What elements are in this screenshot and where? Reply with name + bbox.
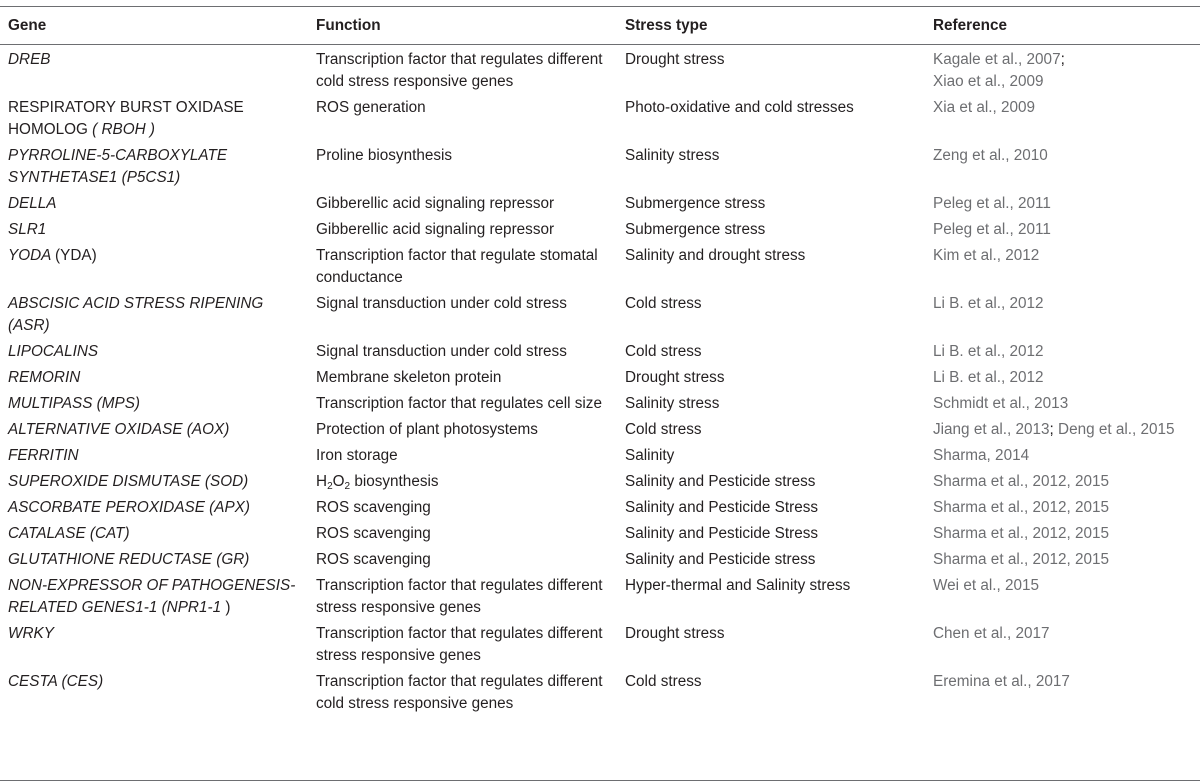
function-text-part: 2 [327,481,333,492]
table-row [0,340,1200,366]
cell-function: Transcription factor that regulates different stress responsive genes [316,577,603,616]
table-header-row [0,7,1200,44]
reference-link[interactable]: Schmidt et al., 2013 [933,395,1069,412]
cell-function: Signal transduction under cold stress [316,343,567,360]
reference-link[interactable]: Kim et al., 2012 [933,247,1040,264]
cell-function: Membrane skeleton protein [316,369,502,386]
cell-function: ROS scavenging [316,525,431,542]
cell-stress-type: Drought stress [625,369,725,386]
cell-gene: DREB [8,51,51,68]
cell-function: ROS scavenging [316,499,431,516]
cell-stress-type: Photo-oxidative and cold stresses [625,99,854,116]
cell-gene: MULTIPASS (MPS) [8,395,141,412]
reference-link[interactable]: Xia et al., 2009 [933,99,1036,116]
table-row [0,192,1200,218]
table-row [0,522,1200,548]
function-text-part: biosynthesis [350,473,439,490]
table-row [0,548,1200,574]
table-row [0,244,1200,292]
cell-gene: ALTERNATIVE OXIDASE (AOX) [8,421,230,438]
cell-function: ROS generation [316,99,426,116]
cell-stress-type: Submergence stress [625,195,766,212]
cell-reference [925,192,1200,218]
cell-reference [925,496,1200,522]
reference-link[interactable]: Jiang et al., 2013 [933,421,1050,438]
gene-table [0,7,1200,718]
cell-stress-type: Cold stress [625,343,702,360]
reference-link[interactable]: Li B. et al., 2012 [933,343,1044,360]
cell-function: Transcription factor that regulates cell size [316,395,602,412]
table-row [0,470,1200,496]
cell-gene: CATALASE (CAT) [8,525,130,542]
table-row [0,392,1200,418]
reference-link[interactable]: Li B. et al., 2012 [933,295,1044,312]
reference-link[interactable]: Kagale et al., 2007 [933,51,1061,68]
cell-stress-type: Drought stress [625,625,725,642]
cell-gene: DELLA [8,195,57,212]
cell-stress-type: Cold stress [625,673,702,690]
cell-function [308,470,617,496]
table-row [0,622,1200,670]
cell-function: Gibberellic acid signaling repressor [316,221,555,238]
cell-function: Gibberellic acid signaling repressor [316,195,555,212]
cell-reference [925,574,1200,622]
function-text-part: H [316,473,328,490]
cell-stress-type: Salinity and Pesticide Stress [625,525,819,542]
reference-link[interactable]: Chen et al., 2017 [933,625,1050,642]
cell-reference [925,218,1200,244]
reference-link[interactable]: Sharma et al., 2012, 2015 [933,525,1110,542]
reference-link[interactable]: Xiao et al., 2009 [933,73,1044,90]
cell-function: Signal transduction under cold stress [316,295,567,312]
cell-gene: SLR1 [8,221,47,238]
gene-name-italic: YODA [8,247,51,264]
cell-reference [925,340,1200,366]
table-body [0,44,1200,718]
table-row [0,670,1200,718]
cell-function: Transcription factor that regulates different cold stress responsive genes [316,673,603,712]
cell-stress-type: Salinity and Pesticide stress [625,551,816,568]
column-header-gene: Gene [8,16,47,34]
table-row [0,218,1200,244]
table-row [0,444,1200,470]
cell-stress-type: Salinity stress [625,395,720,412]
table-row [0,496,1200,522]
cell-gene: CESTA (CES) [8,673,104,690]
cell-function: Transcription factor that regulate stomatal conductance [316,247,598,286]
reference-link[interactable]: Wei et al., 2015 [933,577,1040,594]
function-text-part: O [332,473,345,490]
cell-stress-type: Cold stress [625,421,702,438]
gene-name-italic: ( RBOH ) [92,121,156,138]
reference-link[interactable]: Sharma et al., 2012, 2015 [933,499,1110,516]
cell-stress-type: Salinity stress [625,147,720,164]
reference-link[interactable]: Sharma, 2014 [933,447,1030,464]
cell-function: Proline biosynthesis [316,147,453,164]
cell-gene: SUPEROXIDE DISMUTASE (SOD) [8,473,249,490]
cell-function: Protection of plant photosystems [316,421,538,438]
cell-gene: GLUTATHIONE REDUCTASE (GR) [8,551,250,568]
cell-reference [925,392,1200,418]
gene-name-italic: NON-EXPRESSOR OF PATHOGENESIS-RELATED GENES1-1 (NPR1-1 [8,577,296,616]
cell-gene [0,244,308,292]
cell-reference [925,96,1200,144]
cell-reference [925,366,1200,392]
cell-reference [925,622,1200,670]
reference-link[interactable]: Zeng et al., 2010 [933,147,1048,164]
function-text-part: 2 [344,481,351,492]
reference-link[interactable]: Sharma et al., 2012, 2015 [933,551,1110,568]
reference-link[interactable]: Peleg et al., 2011 [933,221,1051,238]
cell-function: ROS scavenging [316,551,431,568]
cell-reference [925,418,1200,444]
cell-stress-type: Salinity [625,447,675,464]
table-row [0,574,1200,622]
reference-link[interactable]: Deng et al., 2015 [1058,421,1175,438]
gene-name-upright: RESPIRATORY BURST OXIDASE HOMOLOG [8,99,244,138]
reference-link[interactable]: Li B. et al., 2012 [933,369,1044,386]
cell-reference [925,44,1200,96]
cell-stress-type: Submergence stress [625,221,766,238]
cell-stress-type: Salinity and drought stress [625,247,806,264]
column-header-stress-type: Stress type [625,16,708,34]
table-row [0,418,1200,444]
table-bottom-rule [0,780,1200,781]
reference-link[interactable]: Peleg et al., 2011 [933,195,1051,212]
reference-separator: ; [1049,421,1054,438]
table-row [0,366,1200,392]
cell-stress-type: Hyper-thermal and Salinity stress [625,577,851,594]
cell-gene: FERRITIN [8,447,79,464]
reference-separator: ; [1060,51,1065,68]
cell-reference [925,244,1200,292]
reference-link[interactable]: Sharma et al., 2012, 2015 [933,473,1110,490]
gene-name-upright: (YDA) [55,247,97,264]
table-row [0,44,1200,96]
cell-gene: REMORIN [8,369,81,386]
column-header-reference: Reference [933,16,1007,34]
cell-gene [0,96,308,144]
cell-stress-type: Cold stress [625,295,702,312]
cell-stress-type: Drought stress [625,51,725,68]
cell-reference [925,144,1200,192]
reference-link[interactable]: Eremina et al., 2017 [933,673,1070,690]
cell-gene [0,574,308,622]
cell-reference [925,292,1200,340]
cell-gene: WRKY [8,625,54,642]
cell-reference [925,670,1200,718]
cell-stress-type: Salinity and Pesticide Stress [625,499,819,516]
cell-function: Transcription factor that regulates different cold stress responsive genes [316,51,603,90]
cell-reference [925,470,1200,496]
cell-function: Transcription factor that regulates different stress responsive genes [316,625,603,664]
column-header-function: Function [316,16,381,34]
cell-gene: PYRROLINE-5-CARBOXYLATE SYNTHETASE1 (P5CS1) [8,147,228,186]
table-row [0,292,1200,340]
cell-reference [925,522,1200,548]
table-row [0,96,1200,144]
cell-function: Iron storage [316,447,398,464]
cell-reference [925,548,1200,574]
cell-reference [925,444,1200,470]
cell-gene: ABSCISIC ACID STRESS RIPENING (ASR) [8,295,264,334]
cell-gene: LIPOCALINS [8,343,99,360]
gene-name-upright: ) [225,599,231,616]
cell-stress-type: Salinity and Pesticide stress [625,473,816,490]
cell-gene: ASCORBATE PEROXIDASE (APX) [8,499,250,516]
table-row [0,144,1200,192]
